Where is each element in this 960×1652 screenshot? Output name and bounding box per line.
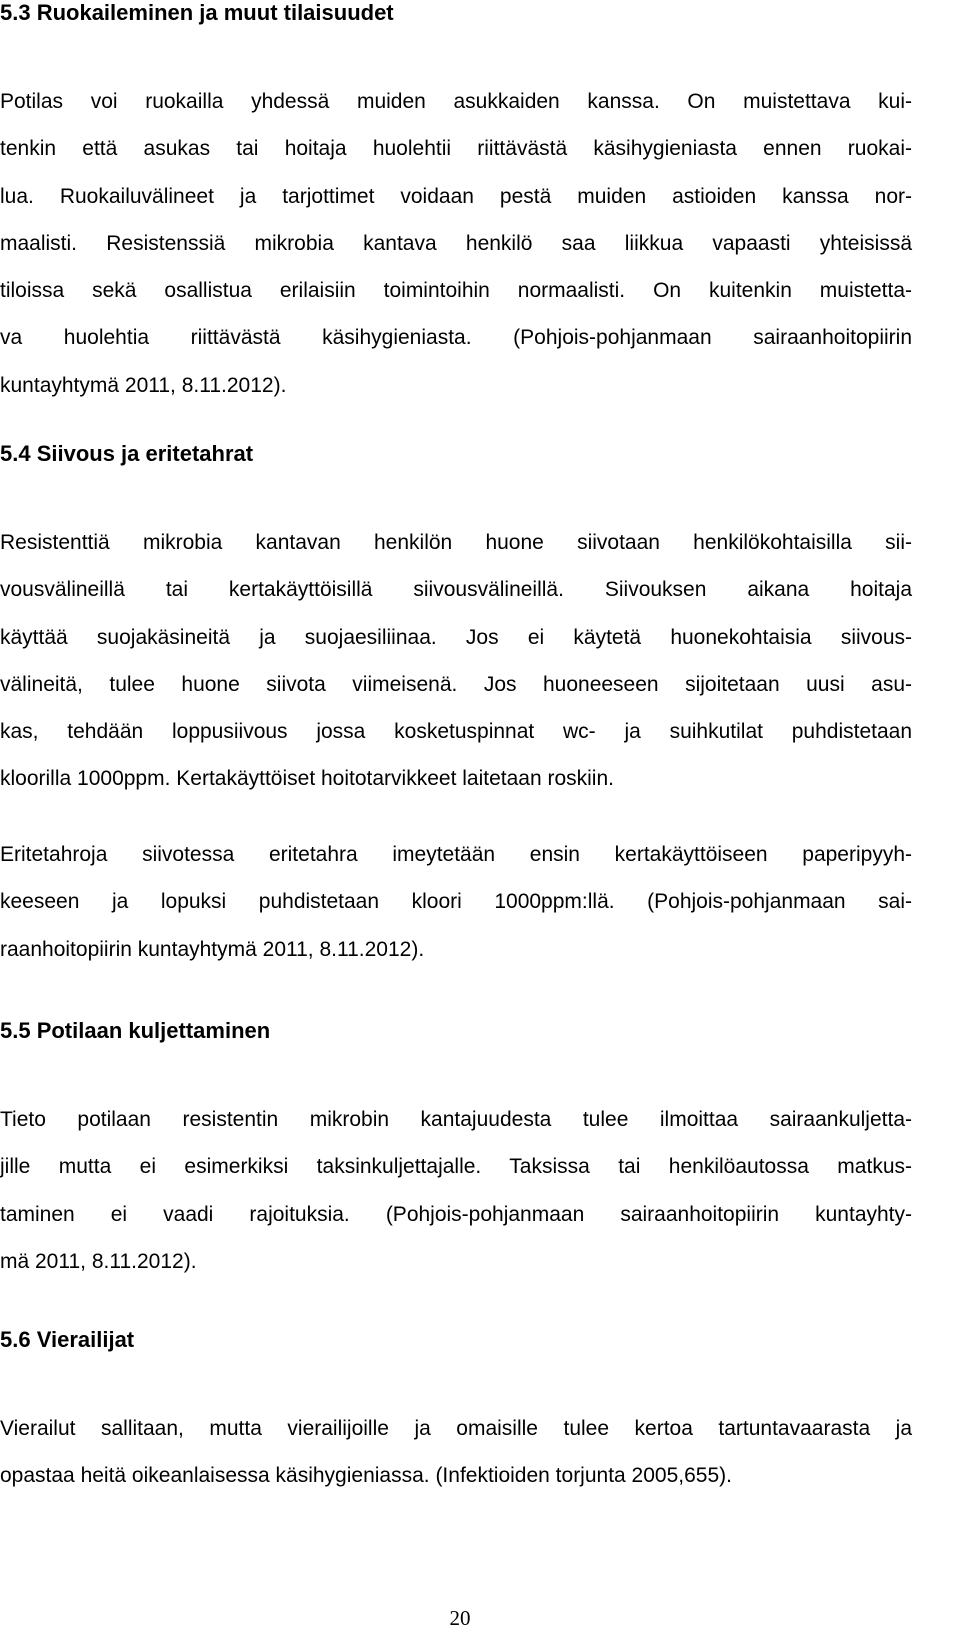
page-number: 20 [449,1606,471,1630]
text-line: kloorilla 1000ppm. Kertakäyttöiset hoitotarvikkeet laitetaan roskiin. [0,767,614,791]
text-line: Resistenttiä mikrobia kantavan henkilön huone siivotaan henkilökohtaisilla sii- [0,531,912,554]
paragraph-5-4-1 [0,519,912,803]
text-line: Vierailut sallitaan, mutta vierailijoille ja omaisille tulee kertoa tartuntavaarasta ja [0,1417,912,1440]
section-heading-5-3: 5.3 Ruokaileminen ja muut tilaisuudet [0,0,394,25]
text-line: opastaa heitä oikeanlaisessa käsihygieniassa. (Infektioiden torjunta 2005,655). [0,1464,732,1488]
text-line: jille mutta ei esimerkiksi taksinkuljettajalle. Taksissa tai henkilöautossa matkus- [0,1155,912,1179]
section-heading-5-4: 5.4 Siivous ja eritetahrat [0,441,254,466]
text-line: välineitä, tulee huone siivota viimeisenä. Jos huoneeseen sijoitetaan uusi asu- [0,672,912,696]
paragraph-5-3-1 [0,78,912,409]
text-line: tenkin että asukas tai hoitaja huolehtii riittävästä käsihygieniasta ennen ruokai- [0,137,912,161]
text-line: lua. Ruokailuvälineet ja tarjottimet voidaan pestä muiden astioiden kanssa nor- [0,184,912,208]
text-line: Potilas voi ruokailla yhdessä muiden asukkaiden kanssa. On muistettava kui- [0,90,912,113]
text-line: kas, tehdään loppusiivous jossa kosketuspinnat wc- ja suihkutilat puhdistetaan [0,720,912,744]
text-line: Eritetahroja siivotessa eritetahra imeytetään ensin kertakäyttöiseen paperipyyh- [0,843,912,866]
text-line: mä 2011, 8.11.2012). [0,1249,197,1273]
text-line: kuntayhtymä 2011, 8.11.2012). [0,373,287,397]
text-line: raanhoitopiirin kuntayhtymä 2011, 8.11.2012). [0,937,425,961]
text-line: tiloissa sekä osallistua erilaisiin toimintoihin normaalisti. On kuitenkin muistetta- [0,279,912,303]
paragraph-5-5-1 [0,1096,912,1285]
text-line: va huolehtia riittävästä käsihygieniasta. (Pohjois-pohjanmaan sairaanhoitopiirin [0,326,912,350]
text-line: Tieto potilaan resistentin mikrobin kantajuudesta tulee ilmoittaa sairaankuljetta- [0,1108,912,1131]
section-heading-5-6: 5.6 Vierailijat [0,1327,135,1352]
paragraph-5-6-1 [0,1405,912,1500]
paragraph-5-4-2 [0,831,912,973]
text-line: taminen ei vaadi rajoituksia. (Pohjois-pohjanmaan sairaanhoitopiirin kuntayhty- [0,1202,912,1226]
text-line: vousvälineillä tai kertakäyttöisillä siivousvälineillä. Siivouksen aikana hoitaja [0,578,912,602]
section-heading-5-5: 5.5 Potilaan kuljettaminen [0,1018,271,1043]
text-line: käyttää suojakäsineitä ja suojaesiliinaa. Jos ei käytetä huonekohtaisia siivous- [0,625,912,649]
text-line: keeseen ja lopuksi puhdistetaan kloori 1000ppm:llä. (Pohjois-pohjanmaan sai- [0,890,912,914]
text-line: maalisti. Resistenssiä mikrobia kantava henkilö saa liikkua vapaasti yhteisissä [0,231,912,255]
